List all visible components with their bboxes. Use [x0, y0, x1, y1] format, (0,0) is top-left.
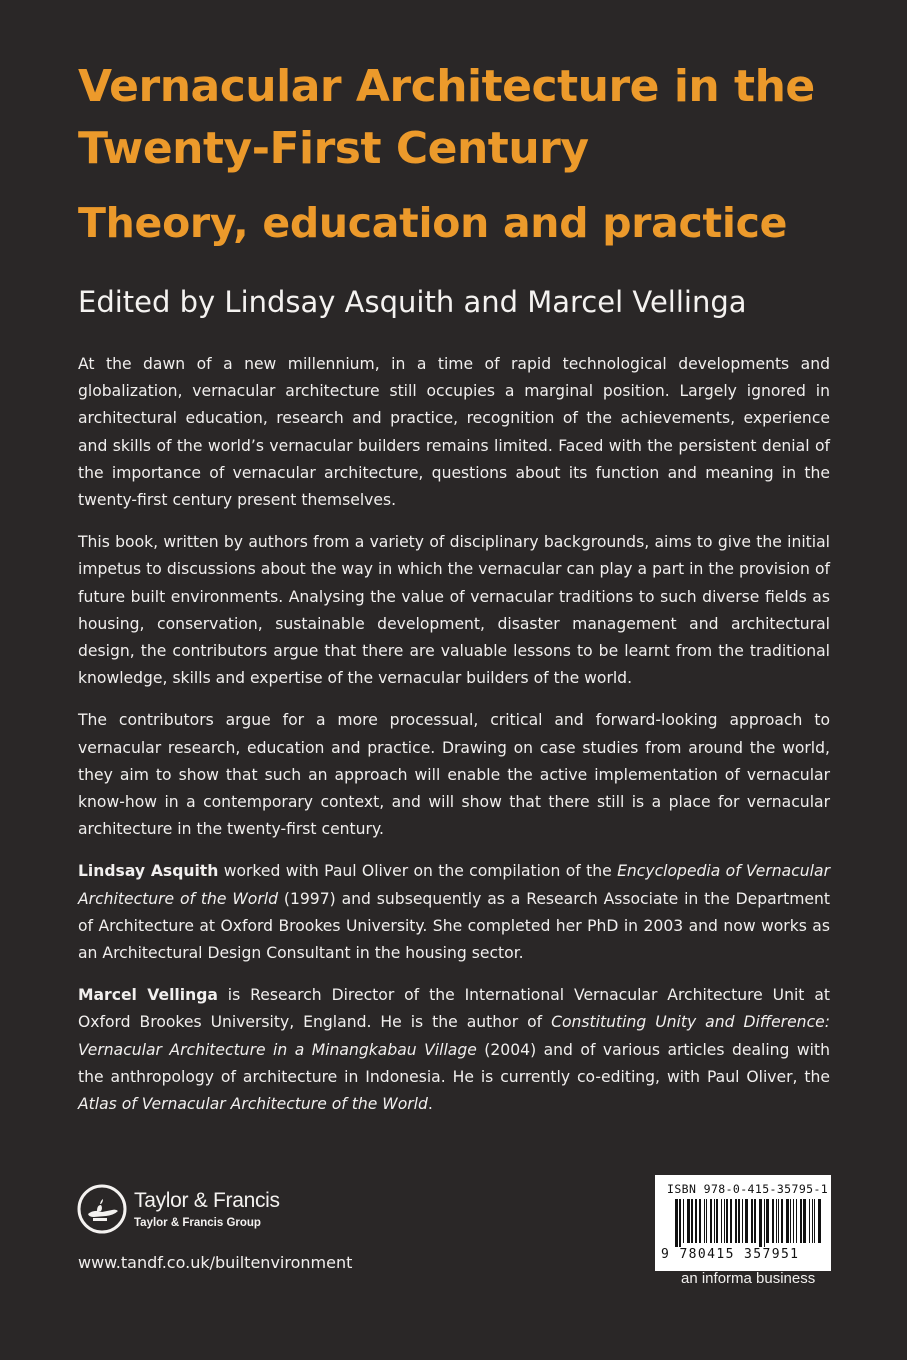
- barcode-bar: [710, 1199, 712, 1243]
- book-subtitle: Theory, education and practice: [78, 199, 788, 247]
- blurb-paragraph-2: This book, written by authors from a variety of disciplinary backgrounds, aims to give the initial impetus to discussions about the way in which the vernacular can play a part in the provision of future built environments. Analysing the value of vernacular traditions to such diverse fields as housing, conservation, sustainable development, disaster management and architectural design, the contributors argue that there are valuable lessons to be learnt from the traditional knowledge, skills and expertise of the vernacular builders of the world.: [78, 533, 830, 688]
- informa-tagline: an informa business: [681, 1270, 816, 1287]
- barcode-bar: [687, 1199, 690, 1243]
- blurb-paragraph-1: At the dawn of a new millennium, in a time of rapid technological developments and globalization, vernacular architecture still occupies a marginal position. Largely ignored in architectural education, research and practice, recognition of the achievements, experience and skills of the world’s vernacular builders remains limited. Faced with the persistent denial of the importance of vernacular architecture, questions about its function and meaning in the twenty-first century present themselves.: [78, 355, 830, 510]
- barcode-bar: [793, 1199, 794, 1243]
- publisher-logo: [76, 1183, 316, 1239]
- barcode-bar: [738, 1199, 740, 1243]
- bio-vellinga-text-2: (2004) and of various articles dealing with the anthropology of architecture in Indonesia. He is currently co-editing, with Paul Oliver, the: [78, 1040, 830, 1086]
- barcode-bar: [742, 1199, 743, 1243]
- bio-vellinga-work-1: Constituting Unity and Difference: Vernacular Architecture in a Minangkabau Village: [78, 1013, 830, 1059]
- publisher-group: Taylor & Francis Group: [134, 1217, 261, 1229]
- barcode-bar: [679, 1199, 681, 1247]
- bio-vellinga-name: Marcel Vellinga: [78, 986, 218, 1005]
- lamp-icon: [76, 1183, 128, 1235]
- barcode-bar: [772, 1199, 774, 1243]
- barcode-bar: [735, 1199, 737, 1243]
- barcode-bar: [766, 1199, 769, 1243]
- bio-asquith-name: Lindsay Asquith: [78, 862, 219, 881]
- barcode-bar: [759, 1199, 762, 1247]
- barcode-bar: [786, 1199, 789, 1243]
- barcode-bar: [745, 1199, 748, 1243]
- barcode-bar: [803, 1199, 806, 1243]
- barcode-bar: [716, 1199, 718, 1243]
- bio-vellinga: [78, 982, 830, 1118]
- barcode-bar: [790, 1199, 791, 1243]
- barcode-bar: [714, 1199, 715, 1243]
- bio-asquith-work: Encyclopedia of Vernacular Architecture of the World: [78, 862, 830, 908]
- barcode-bar: [751, 1199, 753, 1243]
- barcode-digits: 9 780415 357951: [661, 1247, 800, 1262]
- bio-vellinga-text-1: is Research Director of the International Vernacular Architecture Unit at Oxford Brookes University, England. He is the author of: [78, 986, 830, 1032]
- isbn-barcode: [655, 1175, 831, 1271]
- bio-vellinga-work-2: Atlas of Vernacular Architecture of the World: [78, 1095, 428, 1114]
- isbn-label: ISBN 978-0-415-35795-1: [667, 1182, 829, 1196]
- bio-asquith-text-1: worked with Paul Oliver on the compilation of the: [218, 862, 618, 881]
- barcode-bar: [695, 1199, 697, 1243]
- barcode-bar: [683, 1199, 684, 1243]
- barcode-bar: [724, 1199, 725, 1243]
- barcode-bar: [809, 1199, 810, 1243]
- barcode-bar: [675, 1199, 678, 1247]
- barcode-bar: [778, 1199, 779, 1243]
- bio-asquith: [78, 858, 830, 967]
- book-title: Vernacular Architecture in the Twenty-First Century: [78, 61, 815, 174]
- editors-line: Edited by Lindsay Asquith and Marcel Vellinga: [78, 285, 747, 319]
- barcode-bar: [721, 1199, 722, 1243]
- barcode-bar: [726, 1199, 728, 1243]
- barcode-bar: [706, 1199, 707, 1243]
- barcode-bar: [796, 1199, 797, 1243]
- barcode-bar: [814, 1199, 815, 1243]
- barcode-bar: [800, 1199, 802, 1243]
- barcode-bar: [781, 1199, 783, 1243]
- blurb-paragraph-3: The contributors argue for a more processual, critical and forward-looking approach to vernacular research, education and practice. Drawing on case studies from around the world, they aim to show that such an approach will enable the active implementation of vernacular know-how in a contemporary context, and will show that there still is a place for vernacular architecture in the twenty-first century.: [78, 711, 830, 839]
- barcode-bar: [730, 1199, 732, 1243]
- bio-vellinga-text-3: .: [427, 1095, 433, 1114]
- barcode-bar: [818, 1199, 821, 1243]
- blurb: [78, 351, 830, 1133]
- barcode-bars: [675, 1199, 821, 1247]
- barcode-bar: [699, 1199, 701, 1243]
- barcode-bar: [691, 1199, 693, 1243]
- barcode-bar: [776, 1199, 777, 1243]
- publisher-name: Taylor & Francis: [134, 1189, 280, 1212]
- bio-asquith-text-2: (1997) and subsequently as a Research Associate in the Department of Architecture at Oxford Brookes University. She completed her PhD in 2003 and now works as an Architectural Design Consultant in the housing sector.: [78, 889, 831, 963]
- barcode-bar: [704, 1199, 705, 1243]
- barcode-bar: [812, 1199, 813, 1243]
- publisher-url: www.tandf.co.uk/builtenvironment: [78, 1253, 353, 1272]
- barcode-bar: [754, 1199, 756, 1243]
- barcode-bar: [764, 1199, 765, 1247]
